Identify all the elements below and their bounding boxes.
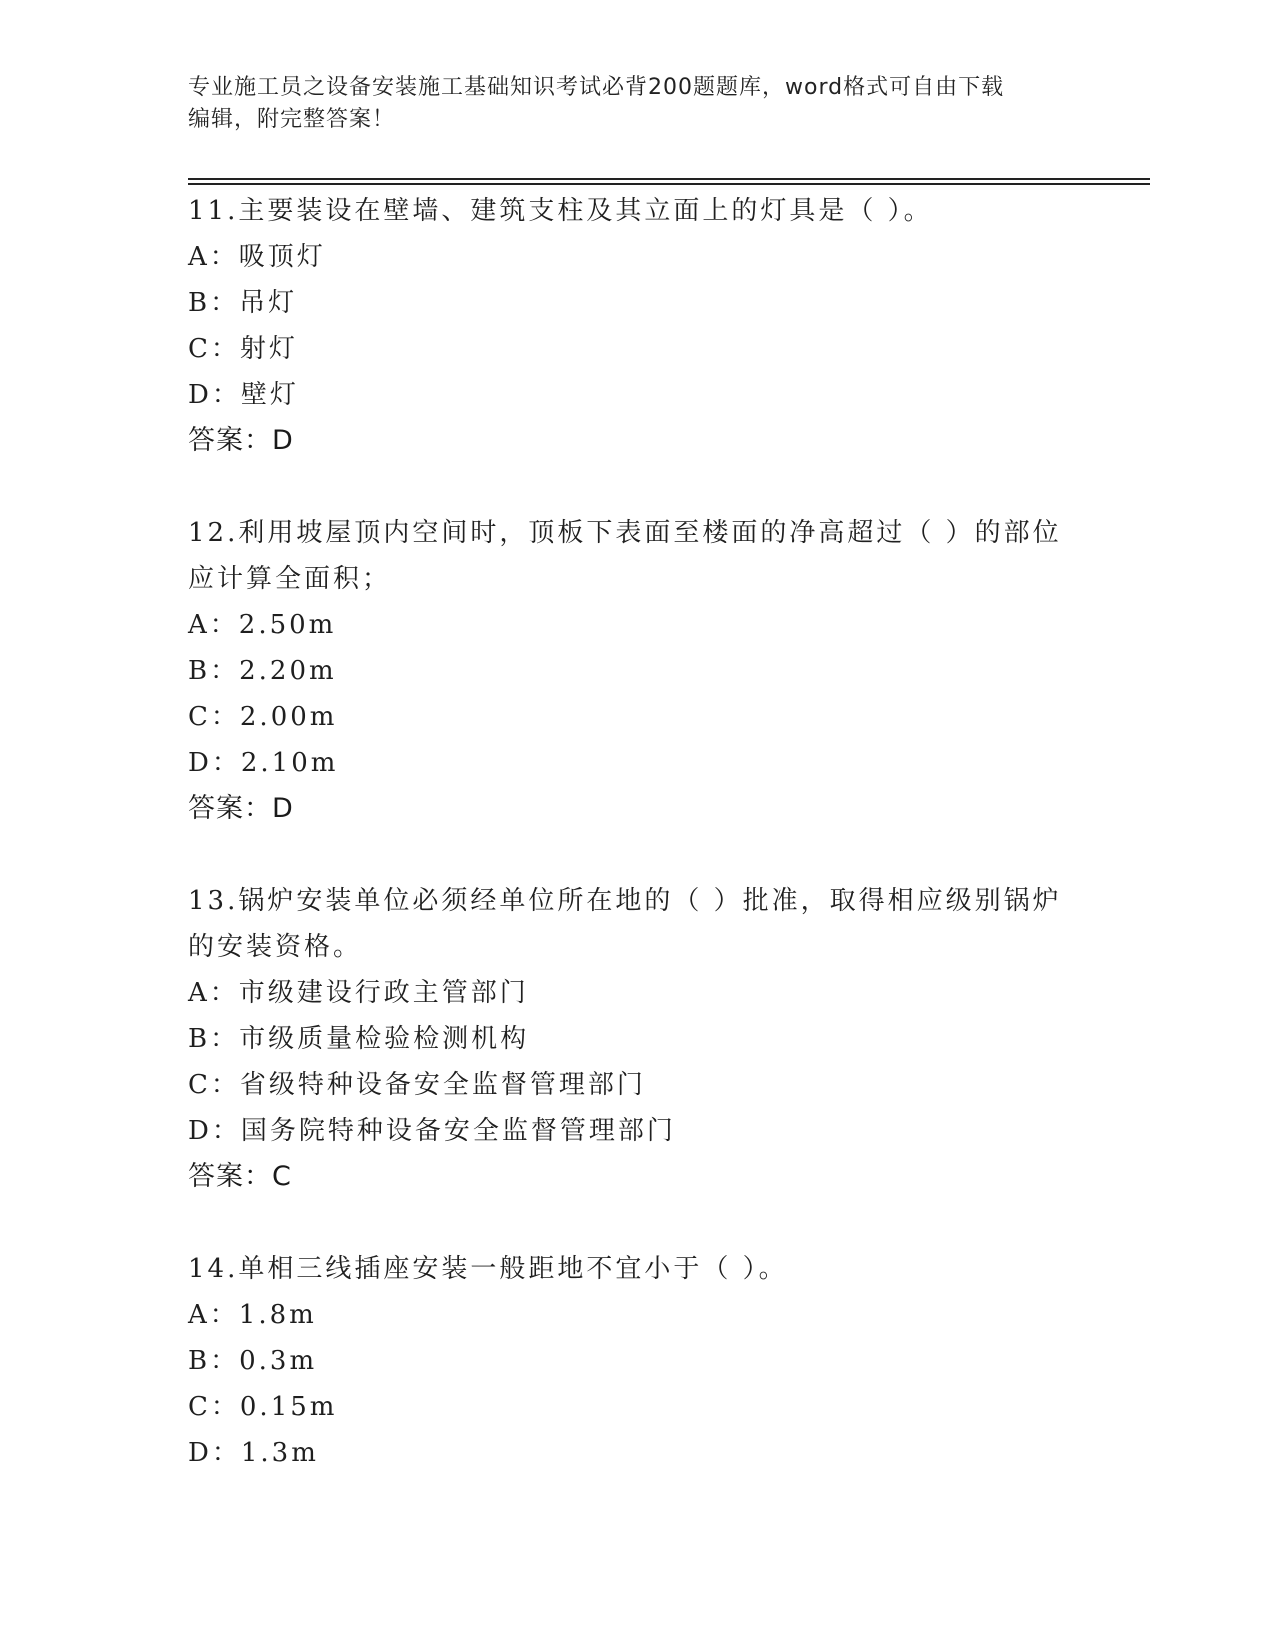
- header-title-line-2: 编辑，附完整答案！: [188, 107, 396, 132]
- option-c: C：射灯: [188, 334, 298, 364]
- option-c: C：省级特种设备安全监督管理部门: [188, 1070, 646, 1100]
- option-a: A：2.50m: [188, 610, 337, 640]
- option-d: D：壁灯: [188, 380, 299, 410]
- header-divider-thin: [188, 178, 1150, 180]
- answer-label: 答案：D: [188, 425, 294, 456]
- header-title-line-1: 专业施工员之设备安装施工基础知识考试必背200题题库，word格式可自由下载: [188, 75, 1005, 100]
- option-b: B：2.20m: [188, 656, 337, 686]
- question-stem-line-2: 应计算全面积；: [188, 564, 392, 594]
- question-stem: 14.单相三线插座安装一般距地不宜小于（ ）。: [188, 1254, 788, 1284]
- document-header: [188, 72, 1088, 136]
- option-d: D：1.3m: [188, 1438, 319, 1468]
- question-13: [188, 878, 1088, 1200]
- option-c: C：0.15m: [188, 1392, 338, 1422]
- question-stem: 11.主要装设在壁墙、建筑支柱及其立面上的灯具是（ ）。: [188, 196, 933, 226]
- question-stem-line-1: 13.锅炉安装单位必须经单位所在地的（ ）批准，取得相应级别锅炉: [188, 886, 1062, 916]
- option-a: A：吸顶灯: [188, 242, 326, 272]
- header-divider-thick: [188, 183, 1150, 185]
- option-a: A：市级建设行政主管部门: [188, 978, 529, 1008]
- option-b: B：0.3m: [188, 1346, 318, 1376]
- option-d: D：国务院特种设备安全监督管理部门: [188, 1116, 676, 1146]
- option-b: B：吊灯: [188, 288, 298, 318]
- option-a: A：1.8m: [188, 1300, 317, 1330]
- question-stem-line-1: 12.利用坡屋顶内空间时，顶板下表面至楼面的净高超过（ ）的部位: [188, 518, 1062, 548]
- question-12: [188, 510, 1088, 832]
- question-stem-line-2: 的安装资格。: [188, 932, 363, 962]
- option-c: C：2.00m: [188, 702, 338, 732]
- option-b: B：市级质量检验检测机构: [188, 1024, 530, 1054]
- question-14: [188, 1246, 1088, 1476]
- answer-label: 答案：D: [188, 793, 294, 824]
- question-11: [188, 188, 1088, 464]
- option-d: D：2.10m: [188, 748, 339, 778]
- answer-label: 答案：C: [188, 1161, 292, 1192]
